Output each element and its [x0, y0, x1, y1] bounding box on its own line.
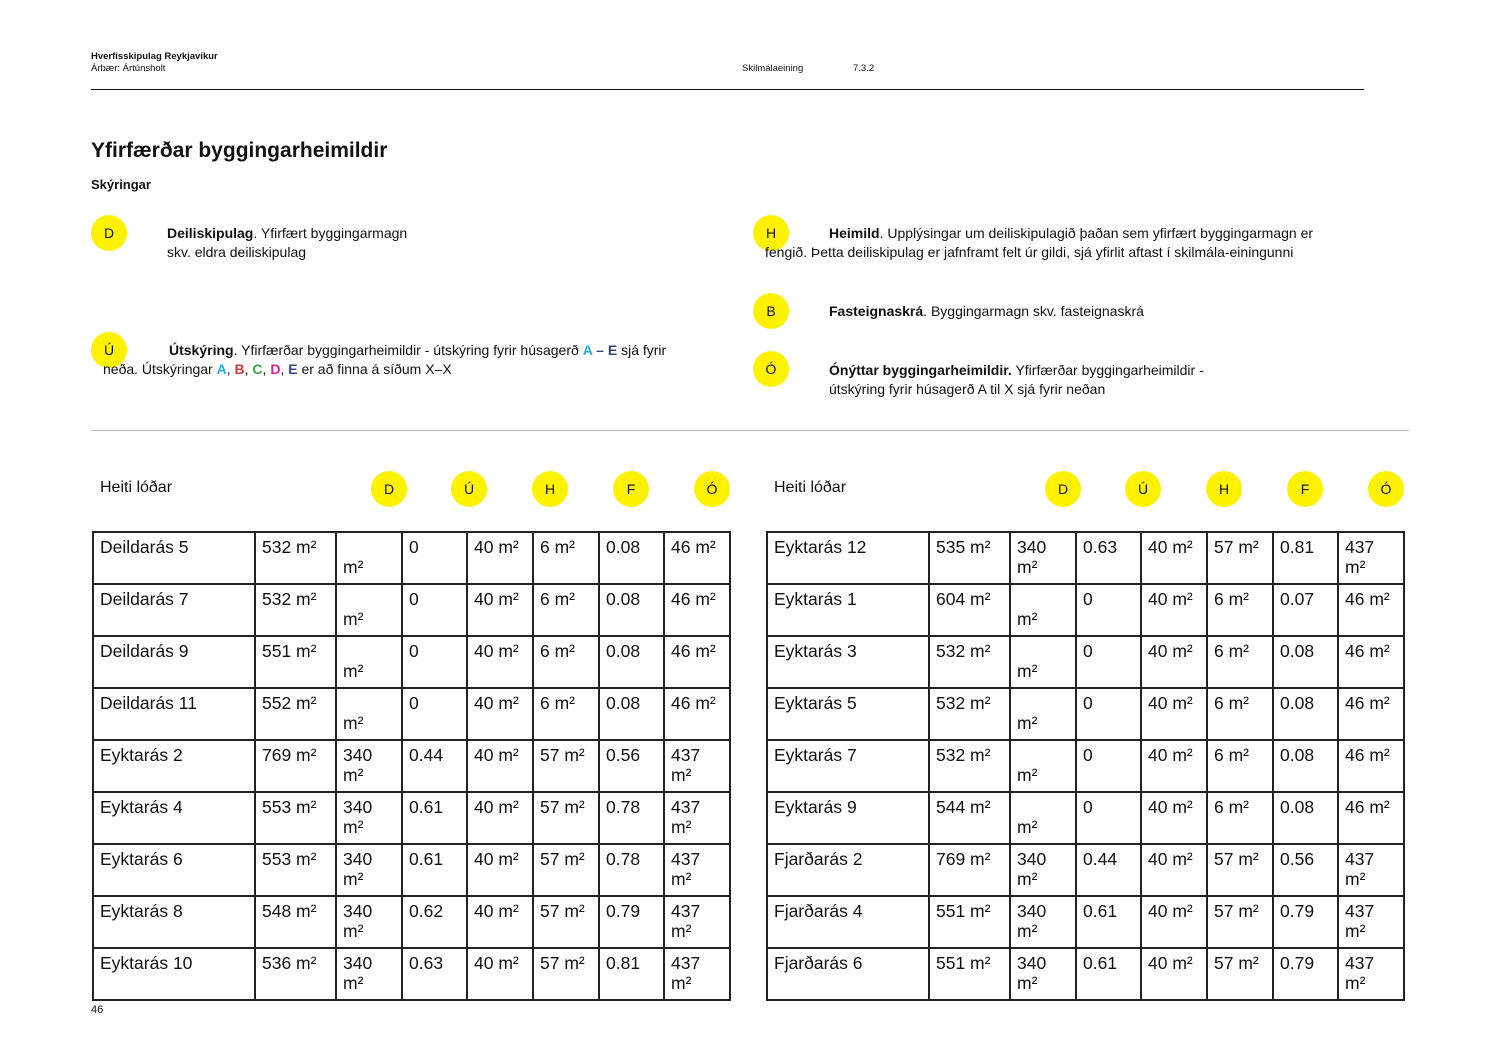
legend-term: Deiliskipulag	[167, 225, 254, 241]
legend-item-h	[765, 224, 1345, 262]
value-cell: 0.08	[599, 636, 664, 688]
value-cell: 340 m²	[1010, 532, 1076, 584]
value-cell: 0.78	[599, 792, 664, 844]
table-row	[93, 844, 730, 896]
column-header-badge: Ó	[694, 471, 730, 507]
section-label: Skilmálaeining	[742, 63, 804, 74]
lot-name-cell: Eyktarás 8	[93, 896, 255, 948]
type-c: C	[252, 361, 263, 377]
table-row	[767, 740, 1404, 792]
value-cell: 0.61	[402, 792, 467, 844]
value-cell: 553 m²	[255, 844, 336, 896]
value-cell: 0.08	[599, 584, 664, 636]
type-a: A	[582, 342, 593, 358]
value-cell: 0.08	[1273, 688, 1338, 740]
value-cell: 437 m²	[664, 844, 730, 896]
value-cell: 40 m²	[467, 636, 533, 688]
column-header-badge: H	[1206, 471, 1242, 507]
value-cell: 532 m²	[929, 688, 1010, 740]
value-cell: 340 m²	[336, 844, 402, 896]
value-cell: 40 m²	[467, 844, 533, 896]
value-cell: 6 m²	[1207, 740, 1273, 792]
table-row	[93, 948, 730, 1000]
value-cell: 0.81	[599, 948, 664, 1000]
value-cell: 40 m²	[1141, 636, 1207, 688]
value-cell: 46 m²	[664, 688, 730, 740]
table-row	[767, 844, 1404, 896]
type-b: B	[234, 361, 245, 377]
value-cell: 0	[1076, 636, 1141, 688]
value-cell: 0.79	[1273, 948, 1338, 1000]
header-divider	[91, 89, 1364, 90]
value-cell: m²	[1010, 740, 1076, 792]
lot-name-cell: Eyktarás 5	[767, 688, 929, 740]
legend-term: Fasteignaskrá	[829, 303, 924, 319]
table-row	[93, 584, 730, 636]
value-cell: 532 m²	[929, 636, 1010, 688]
value-cell: 536 m²	[255, 948, 336, 1000]
value-cell: 40 m²	[467, 584, 533, 636]
column-header-badge: D	[371, 471, 407, 507]
value-cell: 6 m²	[1207, 584, 1273, 636]
value-cell: 46 m²	[1338, 792, 1404, 844]
column-header-name: Heiti lóðar	[100, 479, 173, 496]
table-row	[93, 740, 730, 792]
value-cell: 0.79	[599, 896, 664, 948]
value-cell: 0.62	[402, 896, 467, 948]
value-cell: 532 m²	[255, 584, 336, 636]
value-cell: 40 m²	[1141, 532, 1207, 584]
legend-text: Yfirfærðar byggingarheimildir - útskýring fyrir húsagerð A til X sjá fyrir neðan	[829, 362, 1204, 397]
value-cell: 340 m²	[1010, 948, 1076, 1000]
value-cell: 0	[402, 636, 467, 688]
value-cell: 57 m²	[1207, 532, 1273, 584]
lot-name-cell: Eyktarás 6	[93, 844, 255, 896]
value-cell: 57 m²	[1207, 948, 1273, 1000]
value-cell: 437 m²	[1338, 948, 1404, 1000]
legend-heading: Skýringar	[91, 177, 151, 192]
value-cell: 0.08	[599, 532, 664, 584]
legend-badge-b: B	[753, 293, 789, 329]
table-row	[767, 896, 1404, 948]
value-cell: 532 m²	[929, 740, 1010, 792]
table-row	[767, 636, 1404, 688]
legend-text: sjá fyrir neða. Útskýringar	[103, 342, 667, 377]
value-cell: 437 m²	[664, 896, 730, 948]
legend-term: Útskýring	[169, 342, 234, 358]
value-cell: 46 m²	[1338, 688, 1404, 740]
value-cell: 6 m²	[533, 636, 599, 688]
value-cell: 552 m²	[255, 688, 336, 740]
value-cell: 769 m²	[255, 740, 336, 792]
value-cell: 0.08	[599, 688, 664, 740]
value-cell: 0	[1076, 688, 1141, 740]
value-cell: 340 m²	[336, 948, 402, 1000]
lot-name-cell: Eyktarás 9	[767, 792, 929, 844]
value-cell: 0	[402, 688, 467, 740]
value-cell: 57 m²	[1207, 844, 1273, 896]
value-cell: 437 m²	[664, 792, 730, 844]
table-row	[93, 896, 730, 948]
table-row	[93, 636, 730, 688]
value-cell: m²	[1010, 792, 1076, 844]
value-cell: 0.56	[599, 740, 664, 792]
value-cell: 0.81	[1273, 532, 1338, 584]
value-cell: 40 m²	[1141, 688, 1207, 740]
section-number: 7.3.2	[853, 63, 875, 74]
doc-subtitle: Árbær: Ártúnsholt	[91, 63, 166, 74]
value-cell: 340 m²	[1010, 844, 1076, 896]
value-cell: 0.08	[1273, 740, 1338, 792]
value-cell: 40 m²	[1141, 584, 1207, 636]
value-cell: 40 m²	[1141, 844, 1207, 896]
value-cell: 40 m²	[467, 948, 533, 1000]
value-cell: 46 m²	[1338, 636, 1404, 688]
value-cell: 0.07	[1273, 584, 1338, 636]
column-header-badge: F	[1287, 471, 1323, 507]
lot-name-cell: Fjarðarás 2	[767, 844, 929, 896]
lot-name-cell: Deildarás 11	[93, 688, 255, 740]
value-cell: m²	[336, 532, 402, 584]
type-e: E	[288, 361, 298, 377]
value-cell: 40 m²	[467, 688, 533, 740]
legend-term: Heimild	[829, 225, 880, 241]
value-cell: 0.44	[402, 740, 467, 792]
value-cell: 57 m²	[533, 844, 599, 896]
lot-name-cell: Deildarás 9	[93, 636, 255, 688]
dash: –	[592, 342, 608, 358]
lot-name-cell: Eyktarás 7	[767, 740, 929, 792]
value-cell: 437 m²	[1338, 532, 1404, 584]
value-cell: 6 m²	[533, 688, 599, 740]
column-header-badge: Ó	[1368, 471, 1404, 507]
table-row	[93, 688, 730, 740]
legend-text: . Upplýsingar um deiliskipulagið þaðan sem yfirfært byggingarmagn er fengið. Þetta deiliskipulag er jafnframt felt úr gildi, sjá yfirlit aftast í skilmála-einingunni	[765, 225, 1314, 260]
value-cell: 340 m²	[336, 740, 402, 792]
value-cell: 604 m²	[929, 584, 1010, 636]
value-cell: m²	[1010, 688, 1076, 740]
value-cell: 0.08	[1273, 792, 1338, 844]
column-header-badge: H	[532, 471, 568, 507]
table-row	[767, 948, 1404, 1000]
table-row	[93, 792, 730, 844]
value-cell: 57 m²	[533, 740, 599, 792]
value-cell: 0.08	[1273, 636, 1338, 688]
value-cell: 6 m²	[1207, 688, 1273, 740]
value-cell: 551 m²	[929, 948, 1010, 1000]
page-heading: Yfirfærðar byggingarheimildir	[91, 139, 388, 162]
value-cell: 0	[1076, 740, 1141, 792]
lot-name-cell: Eyktarás 2	[93, 740, 255, 792]
value-cell: m²	[336, 688, 402, 740]
value-cell: 0	[1076, 584, 1141, 636]
legend-text: er að finna á síðum X–X	[297, 361, 452, 377]
value-cell: 40 m²	[467, 532, 533, 584]
legend-item-d	[167, 224, 427, 262]
lot-name-cell: Fjarðarás 6	[767, 948, 929, 1000]
allowance-table	[92, 531, 731, 1001]
value-cell: 57 m²	[533, 792, 599, 844]
table-row	[767, 688, 1404, 740]
column-header-badge: Ú	[451, 471, 487, 507]
allowance-table	[766, 531, 1405, 1001]
value-cell: 340 m²	[1010, 896, 1076, 948]
value-cell: 40 m²	[467, 740, 533, 792]
lot-name-cell: Eyktarás 3	[767, 636, 929, 688]
value-cell: 57 m²	[1207, 896, 1273, 948]
value-cell: 769 m²	[929, 844, 1010, 896]
legend-item-b	[829, 302, 1144, 321]
value-cell: 40 m²	[467, 792, 533, 844]
lot-name-cell: Eyktarás 1	[767, 584, 929, 636]
lot-name-cell: Deildarás 7	[93, 584, 255, 636]
value-cell: 553 m²	[255, 792, 336, 844]
lot-name-cell: Fjarðarás 4	[767, 896, 929, 948]
value-cell: 0.63	[1076, 532, 1141, 584]
value-cell: 548 m²	[255, 896, 336, 948]
value-cell: 6 m²	[1207, 792, 1273, 844]
page-number: 46	[91, 1004, 104, 1016]
value-cell: 0.78	[599, 844, 664, 896]
value-cell: m²	[1010, 636, 1076, 688]
value-cell: 0	[1076, 792, 1141, 844]
value-cell: 46 m²	[1338, 740, 1404, 792]
value-cell: 46 m²	[664, 584, 730, 636]
legend-item-o	[829, 361, 1219, 399]
section-divider	[91, 430, 1409, 431]
legend-badge-d: D	[91, 215, 127, 251]
value-cell: 40 m²	[1141, 896, 1207, 948]
value-cell: 535 m²	[929, 532, 1010, 584]
value-cell: 0.61	[1076, 896, 1141, 948]
value-cell: m²	[336, 636, 402, 688]
column-header-badge: F	[613, 471, 649, 507]
value-cell: 437 m²	[1338, 896, 1404, 948]
value-cell: 551 m²	[929, 896, 1010, 948]
value-cell: 551 m²	[255, 636, 336, 688]
column-header-badge: D	[1045, 471, 1081, 507]
value-cell: m²	[1010, 584, 1076, 636]
value-cell: 0.56	[1273, 844, 1338, 896]
value-cell: 46 m²	[664, 636, 730, 688]
legend-text: . Yfirfærðar byggingarheimildir - útskýring fyrir húsagerð	[233, 342, 583, 358]
value-cell: 6 m²	[533, 532, 599, 584]
value-cell: 6 m²	[533, 584, 599, 636]
value-cell: 0.44	[1076, 844, 1141, 896]
value-cell: 0.79	[1273, 896, 1338, 948]
value-cell: 0	[402, 532, 467, 584]
value-cell: 437 m²	[664, 948, 730, 1000]
value-cell: 437 m²	[664, 740, 730, 792]
value-cell: 0	[402, 584, 467, 636]
value-cell: 6 m²	[1207, 636, 1273, 688]
value-cell: 0.61	[402, 844, 467, 896]
table-row	[767, 584, 1404, 636]
value-cell: 57 m²	[533, 948, 599, 1000]
doc-title: Hverfisskipulag Reykjavíkur	[91, 51, 218, 62]
table-row	[93, 532, 730, 584]
table-row	[767, 792, 1404, 844]
column-header-name: Heiti lóðar	[774, 479, 847, 496]
lot-name-cell: Eyktarás 4	[93, 792, 255, 844]
value-cell: m²	[336, 584, 402, 636]
legend-term: Ónýttar byggingarheimildir.	[829, 362, 1012, 378]
legend-text: . Byggingarmagn skv. fasteignaskrá	[923, 303, 1144, 319]
value-cell: 46 m²	[664, 532, 730, 584]
value-cell: 532 m²	[255, 532, 336, 584]
legend-badge-o: Ó	[753, 351, 789, 387]
value-cell: 340 m²	[336, 792, 402, 844]
lot-name-cell: Deildarás 5	[93, 532, 255, 584]
value-cell: 40 m²	[1141, 948, 1207, 1000]
value-cell: 340 m²	[336, 896, 402, 948]
type-a: A	[216, 361, 227, 377]
value-cell: 46 m²	[1338, 584, 1404, 636]
legend-text: . Yfirfært byggingarmagn skv. eldra deiliskipulag	[167, 225, 408, 260]
value-cell: 0.61	[1076, 948, 1141, 1000]
value-cell: 40 m²	[1141, 740, 1207, 792]
value-cell: 40 m²	[467, 896, 533, 948]
legend-badge-u: Ú	[91, 332, 127, 368]
lot-name-cell: Eyktarás 12	[767, 532, 929, 584]
table-row	[767, 532, 1404, 584]
value-cell: 40 m²	[1141, 792, 1207, 844]
value-cell: 0.63	[402, 948, 467, 1000]
value-cell: 544 m²	[929, 792, 1010, 844]
type-e: E	[607, 342, 618, 358]
value-cell: 57 m²	[533, 896, 599, 948]
legend-badge-h: H	[753, 215, 789, 251]
lot-name-cell: Eyktarás 10	[93, 948, 255, 1000]
value-cell: 437 m²	[1338, 844, 1404, 896]
type-d: D	[270, 361, 281, 377]
column-header-badge: Ú	[1125, 471, 1161, 507]
legend-item-u: Útskýring. Yfirfærðar byggingarheimildir - útskýring fyrir húsagerð A – E sjá fyrir neða. Útskýringar A, B, C, D, E er að finna á síðum X–X	[103, 342, 667, 377]
